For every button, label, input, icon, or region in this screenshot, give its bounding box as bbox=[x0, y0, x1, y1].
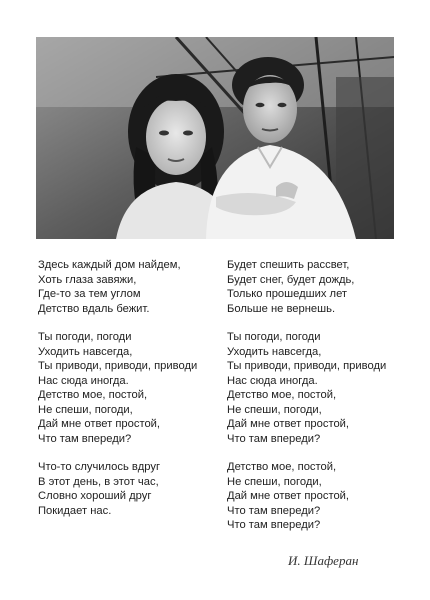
author-signature: И. Шаферан bbox=[288, 553, 359, 568]
poem-line: Словно хороший друг bbox=[38, 490, 152, 502]
poem-line: Нас сюда иногда. bbox=[38, 374, 129, 387]
poem-line: Хоть глаза завяжи, bbox=[38, 273, 137, 286]
poem-line: Будет спешить рассвет, bbox=[227, 259, 350, 271]
poem-left-column bbox=[38, 258, 228, 532]
poem-line: Будет снег, будет дождь, bbox=[227, 273, 355, 286]
poem-line: Больше не вернешь. bbox=[227, 302, 336, 315]
poem-line: Ты погоди, погоди bbox=[38, 331, 132, 343]
poem-line: Где-то за тем углом bbox=[38, 288, 141, 300]
poem-right-column bbox=[227, 258, 417, 547]
poem-line: Уходить навсегда, bbox=[38, 345, 133, 358]
poem-line: Дай мне ответ простой, bbox=[38, 418, 161, 430]
stanza-1 bbox=[38, 258, 228, 316]
poem-line: Ты приводи, приводи, приводи bbox=[227, 360, 387, 372]
poem-line: Ты приводи, приводи, приводи bbox=[38, 360, 198, 372]
poem-line: Детство мое, постой, bbox=[38, 389, 148, 401]
poem-line: Что-то случилось вдруг bbox=[38, 461, 161, 473]
poem-line: Уходить навсегда, bbox=[227, 345, 322, 358]
stanza-6 bbox=[227, 460, 417, 533]
poem-line: Что там впереди? bbox=[227, 504, 321, 517]
poem-line: Что там впереди? bbox=[227, 519, 321, 531]
poem-line: Дай мне ответ простой, bbox=[227, 490, 350, 502]
poem-line: Детство мое, постой, bbox=[227, 389, 337, 401]
poem-line: Не спеши, погоди, bbox=[227, 475, 322, 488]
poem-line: Здесь каждый дом найдем, bbox=[38, 259, 181, 271]
stanza-5 bbox=[227, 330, 417, 446]
stanza-2 bbox=[38, 330, 228, 446]
photo-young-couple bbox=[36, 37, 394, 239]
poem-line: Что там впереди? bbox=[38, 432, 132, 445]
poem-line: Только прошедших лет bbox=[227, 288, 348, 300]
poem-line: Не спеши, погоди, bbox=[227, 403, 322, 416]
poem-line: Детство вдаль бежит. bbox=[38, 302, 150, 315]
poem-line: Дай мне ответ простой, bbox=[227, 418, 350, 430]
poem-line: Ты погоди, погоди bbox=[227, 331, 321, 343]
poem-line: Не спеши, погоди, bbox=[38, 403, 133, 416]
poem-line: Нас сюда иногда. bbox=[227, 374, 318, 387]
photo-illustration bbox=[36, 37, 394, 239]
stanza-4 bbox=[227, 258, 417, 316]
stanza-3 bbox=[38, 460, 228, 518]
poem-line: Детство мое, постой, bbox=[227, 461, 337, 473]
poem-line: В этот день, в этот час, bbox=[38, 475, 159, 488]
poem-line: Покидает нас. bbox=[38, 504, 112, 517]
poem-line: Что там впереди? bbox=[227, 432, 321, 445]
